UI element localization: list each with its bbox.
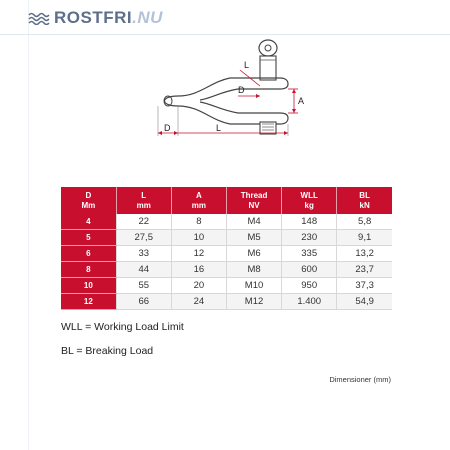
table-row [61, 246, 392, 262]
cell-thread: M10 [226, 278, 281, 294]
cell-a: 10 [171, 230, 226, 246]
label-L-bottom: L [216, 123, 222, 133]
cell-l: 22 [116, 214, 171, 230]
logo-text [54, 8, 163, 28]
header-A: A mm [171, 187, 226, 214]
cell-thread: M5 [226, 230, 281, 246]
cell-d: 6 [61, 246, 116, 262]
table-row [61, 278, 392, 294]
cell-d: 8 [61, 262, 116, 278]
cell-d: 12 [61, 294, 116, 310]
cell-wll: 148 [282, 214, 337, 230]
header-wll: WLL kg [282, 187, 337, 214]
cell-d: 5 [61, 230, 116, 246]
table-row [61, 214, 392, 230]
table-header-row [61, 187, 392, 214]
spec-table [61, 187, 392, 310]
cell-bl: 13,2 [337, 246, 392, 262]
cell-wll: 1.400 [282, 294, 337, 310]
site-logo[interactable] [28, 9, 163, 27]
upper-arm [178, 78, 288, 100]
table-row [61, 262, 392, 278]
label-D-inner: D [238, 85, 245, 95]
eye-hole [265, 45, 271, 51]
waves-icon [28, 11, 50, 25]
cell-thread: M12 [226, 294, 281, 310]
cell-thread: M6 [226, 246, 281, 262]
cell-l: 55 [116, 278, 171, 294]
cell-d: 10 [61, 278, 116, 294]
cell-wll: 950 [282, 278, 337, 294]
twist-shackle-drawing [120, 36, 320, 146]
header-thread: Thread NV [226, 187, 281, 214]
cell-a: 24 [171, 294, 226, 310]
label-D-bottom: D [164, 123, 171, 133]
cell-bl: 23,7 [337, 262, 392, 278]
table-row [61, 294, 392, 310]
cell-bl: 37,3 [337, 278, 392, 294]
cell-bl: 54,9 [337, 294, 392, 310]
wll-note: WLL = Working Load Limit [61, 321, 184, 333]
table-row [61, 230, 392, 246]
label-L-top: L [244, 60, 250, 70]
header-L: L mm [116, 187, 171, 214]
cell-thread: M8 [226, 262, 281, 278]
cell-d: 4 [61, 214, 116, 230]
cell-wll: 230 [282, 230, 337, 246]
left-guide-line [28, 0, 29, 450]
cell-thread: M4 [226, 214, 281, 230]
logo-tld: .NU [132, 8, 163, 27]
cell-bl: 5,8 [337, 214, 392, 230]
cell-l: 33 [116, 246, 171, 262]
cell-l: 66 [116, 294, 171, 310]
cell-a: 20 [171, 278, 226, 294]
header-bl: BL kN [337, 187, 392, 214]
header-D: D Mm [61, 187, 116, 214]
cell-l: 44 [116, 262, 171, 278]
cell-bl: 9,1 [337, 230, 392, 246]
bl-note: BL = Breaking Load [61, 345, 154, 357]
cell-wll: 335 [282, 246, 337, 262]
dimensions-note: Dimensioner (mm) [329, 375, 391, 384]
cell-a: 16 [171, 262, 226, 278]
label-A: A [298, 96, 305, 106]
cell-a: 12 [171, 246, 226, 262]
logo-brand: ROSTFRI [54, 8, 133, 27]
cell-wll: 600 [282, 262, 337, 278]
cell-l: 27,5 [116, 230, 171, 246]
upper-pin [260, 56, 276, 80]
lower-arm [178, 102, 288, 124]
cell-a: 8 [171, 214, 226, 230]
